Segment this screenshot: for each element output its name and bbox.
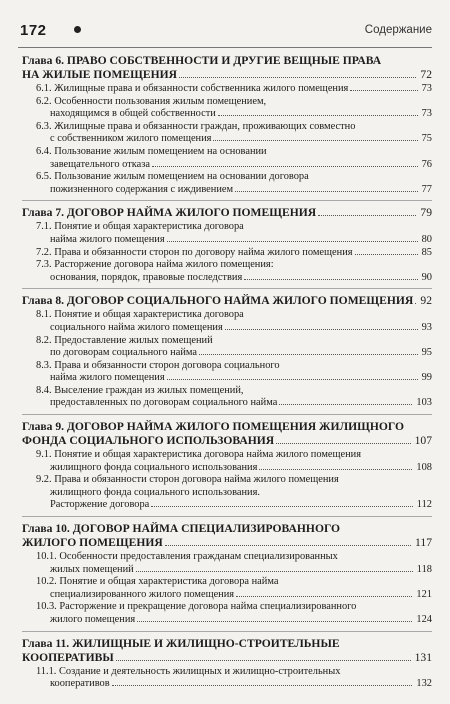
chapter-label: Глава 9. [22, 420, 67, 434]
chapter-label: Глава 11. [22, 636, 73, 650]
section-page: 132 [416, 678, 432, 690]
section-line [22, 551, 432, 564]
chapter-entry [22, 54, 432, 196]
dot-leader [259, 468, 412, 470]
dot-leader [415, 302, 416, 304]
section-title: Жилищные права и обязанности граждан, проживающих совместно [54, 120, 356, 132]
dot-leader [213, 139, 417, 141]
chapter-entry [22, 414, 432, 512]
section-title: Права и обязанности сторон по договору найма жилого помещения [54, 246, 353, 258]
section-line [22, 121, 432, 134]
dot-leader [116, 659, 411, 661]
section-line [22, 678, 432, 691]
section-number: 8.1. [36, 309, 55, 321]
chapter-divider [22, 200, 432, 201]
section-page: 124 [416, 614, 432, 625]
dot-leader [235, 190, 418, 192]
section-line [22, 474, 432, 487]
section-title: найма жилого помещения [50, 372, 165, 384]
section-line [22, 146, 432, 159]
dot-leader [136, 570, 413, 572]
section-page: 99 [421, 372, 432, 384]
section-number: 8.4. [36, 384, 55, 396]
chapter-page: 117 [415, 536, 432, 550]
section-line [22, 666, 432, 679]
section-page: 108 [416, 461, 432, 473]
section-title: по договорам социального найма [50, 347, 198, 359]
section-list [22, 221, 432, 284]
section-number: 10.3. [36, 601, 60, 613]
dot-leader [279, 403, 412, 405]
dot-leader [244, 278, 417, 280]
section-line [22, 259, 432, 272]
chapter-label: Глава 10. [22, 522, 73, 536]
section-page: 118 [416, 563, 432, 575]
section-title: пожизненного содержания с иждивением [50, 183, 234, 195]
section-line [22, 247, 432, 260]
section-list [22, 309, 432, 410]
chapter-title-line [22, 420, 432, 434]
chapter-title-line [22, 54, 432, 68]
section-title: Пользование жилым помещением на основании договора [54, 171, 309, 183]
dot-leader [152, 165, 418, 167]
header-bullet [74, 26, 81, 33]
section-title: Расторжение и прекращение договора найма специализированного [59, 601, 357, 613]
dot-leader [350, 89, 417, 91]
section-number: 9.2. [36, 474, 55, 486]
section-number: 10.2. [36, 576, 60, 588]
section-number: 7.2. [36, 246, 55, 258]
header-rule [18, 47, 432, 48]
chapter-title-line [22, 434, 432, 448]
section-list [22, 83, 432, 196]
section-line [22, 462, 432, 475]
dot-leader [199, 353, 418, 355]
section-title: Особенности пользования жилым помещением, [54, 95, 267, 107]
chapter-title-line [22, 651, 432, 665]
chapter-divider [22, 631, 432, 632]
chapter-page: 131 [414, 650, 432, 664]
dot-leader [151, 505, 412, 507]
chapter-divider [22, 288, 432, 289]
section-page: 76 [421, 158, 432, 170]
section-number: 8.3. [36, 359, 55, 371]
dot-leader [112, 684, 413, 686]
chapter-page: 72 [420, 68, 432, 81]
section-title: Понятие и общая характеристика договора найма [59, 576, 279, 588]
chapter-title: ФОНДА СОЦИАЛЬНОГО ИСПОЛЬЗОВАНИЯ [22, 434, 275, 448]
section-line [22, 159, 432, 172]
dot-leader [167, 240, 418, 242]
chapter-title: ЖИЛОГО ПОМЕЩЕНИЯ [22, 536, 163, 550]
section-line [22, 397, 432, 410]
section-number: 6.3. [36, 120, 55, 132]
section-page: 103 [416, 397, 432, 409]
section-title: Понятие и общая характеристика договора [54, 221, 244, 233]
chapter-title-line [22, 522, 432, 536]
chapter-entry [22, 288, 432, 410]
section-page: 77 [421, 183, 432, 195]
section-title: Жилищные права и обязанности собственника жилого помещения [54, 83, 349, 94]
section-page: 112 [416, 499, 432, 511]
chapter-title: ДОГОВОР СОЦИАЛЬНОГО НАЙМА ЖИЛОГО ПОМЕЩЕНИЯ [66, 294, 414, 308]
section-line [22, 234, 432, 247]
table-of-contents [22, 54, 432, 691]
section-list [22, 449, 432, 512]
dot-leader [179, 76, 416, 78]
section-line [22, 499, 432, 512]
chapter-title: ДОГОВОР НАЙМА ЖИЛОГО ПОМЕЩЕНИЯ [66, 206, 317, 220]
section-line [22, 614, 432, 627]
section-line [22, 449, 432, 462]
section-title: жилищного фонда социального использования. [50, 486, 260, 498]
chapter-title-line [22, 206, 432, 220]
chapter-label: Глава 7. [22, 206, 67, 220]
section-title: Понятие и общая характеристика договора [54, 309, 244, 321]
section-line [22, 335, 432, 348]
section-number: 7.3. [36, 259, 55, 271]
section-title: кооперативов [50, 678, 110, 690]
section-line [22, 96, 432, 109]
section-number: 11.1. [36, 665, 59, 677]
section-number: 8.2. [36, 334, 55, 346]
section-line [22, 347, 432, 360]
dot-leader [236, 595, 412, 597]
section-line [22, 184, 432, 197]
section-title: Расторжение договора [50, 499, 150, 511]
dot-leader [137, 620, 412, 622]
section-line [22, 385, 432, 398]
section-line [22, 171, 432, 184]
dot-leader [225, 328, 418, 330]
chapter-title: ЖИЛИЩНЫЕ И ЖИЛИЩНО-СТРОИТЕЛЬНЫЕ [72, 636, 340, 650]
section-list [22, 551, 432, 627]
section-page: 95 [421, 347, 432, 359]
section-page: 73 [421, 108, 432, 120]
section-line [22, 564, 432, 577]
section-title: завещательного отказа [50, 158, 150, 170]
chapter-title: КООПЕРАТИВЫ [22, 650, 114, 664]
chapter-title: ДОГОВОР НАЙМА СПЕЦИАЛИЗИРОВАННОГО [72, 522, 341, 536]
section-line [22, 576, 432, 589]
chapter-title: ДОГОВОР НАЙМА ЖИЛОГО ПОМЕЩЕНИЯ ЖИЛИЩНОГО [66, 420, 405, 434]
section-number: 9.1. [36, 449, 55, 461]
section-page: 90 [421, 271, 432, 283]
section-page: 85 [421, 246, 432, 258]
section-line [22, 360, 432, 373]
section-title: специализированного жилого помещения [50, 588, 235, 600]
chapter-title: НА ЖИЛЫЕ ПОМЕЩЕНИЯ [22, 68, 178, 81]
chapter-title-line [22, 294, 432, 308]
section-title: Права и обязанности сторон договора социального [54, 359, 280, 371]
dot-leader [165, 544, 411, 546]
section-title: Предоставление жилых помещений [54, 334, 213, 346]
section-line [22, 221, 432, 234]
chapter-page: 79 [420, 206, 432, 220]
section-title: находящимся в общей собственности [50, 108, 216, 120]
chapter-label: Глава 6. [22, 54, 67, 67]
section-page: 75 [421, 133, 432, 145]
chapter-title: ПРАВО СОБСТВЕННОСТИ И ДРУГИЕ ВЕЩНЫЕ ПРАВА [66, 54, 382, 67]
section-line [22, 601, 432, 614]
section-number: 6.5. [36, 171, 55, 183]
chapter-label: Глава 8. [22, 294, 67, 308]
chapter-page: 92 [420, 294, 432, 308]
dot-leader [167, 378, 418, 380]
chapter-entry [22, 516, 432, 627]
section-page: 93 [421, 321, 432, 333]
section-title: Права и обязанности сторон договора найма жилого помещения [54, 474, 339, 486]
chapter-title-line [22, 536, 432, 550]
section-title: предоставленных по договорам социального найма [50, 397, 278, 409]
chapter-entry [22, 631, 432, 691]
chapter-entry [22, 200, 432, 284]
section-line [22, 309, 432, 322]
section-line [22, 83, 432, 96]
section-page: 121 [416, 588, 432, 600]
section-title: Выселение граждан из жилых помещений, [54, 384, 244, 396]
section-line [22, 322, 432, 335]
section-page: 80 [421, 233, 432, 245]
section-title: основания, порядок, правовые последствия [50, 271, 243, 283]
section-title: Расторжение договора найма жилого помещения: [54, 259, 274, 271]
chapter-page: 107 [414, 434, 432, 448]
section-title: Создание и деятельность жилищных и жилищно-строительных [59, 665, 341, 677]
section-title: Содержание [364, 24, 432, 36]
section-title: жилого помещения [50, 614, 136, 625]
section-title: жилых помещений [50, 563, 134, 575]
chapter-title-line [22, 68, 432, 82]
chapter-title-line [22, 637, 432, 651]
section-line [22, 372, 432, 385]
section-title: социального найма жилого помещения [50, 321, 223, 333]
section-line [22, 108, 432, 121]
section-line [22, 133, 432, 146]
section-number: 6.1. [36, 83, 55, 94]
section-line [22, 589, 432, 602]
chapter-divider [22, 414, 432, 415]
section-line [22, 487, 432, 500]
section-title: Понятие и общая характеристика договора найма жилого помещения [54, 449, 362, 461]
section-number: 6.4. [36, 145, 55, 157]
page-number: 172 [20, 22, 47, 39]
dot-leader [276, 442, 410, 444]
section-title: Особенности предоставления гражданам специализированных [59, 551, 338, 563]
section-line [22, 272, 432, 285]
section-title: с собственником жилого помещения [50, 133, 212, 145]
dot-leader [218, 114, 418, 116]
section-title: жилищного фонда социального использования [50, 461, 258, 473]
section-title: найма жилого помещения [50, 233, 165, 245]
section-list [22, 666, 432, 691]
section-number: 10.1. [36, 551, 60, 563]
page-header [18, 22, 432, 40]
dot-leader [318, 214, 416, 216]
section-number: 7.1. [36, 221, 55, 233]
section-page: 73 [421, 83, 432, 94]
section-number: 6.2. [36, 95, 55, 107]
chapter-divider [22, 516, 432, 517]
dot-leader [355, 253, 418, 255]
section-title: Пользование жилым помещением на основании [54, 145, 267, 157]
